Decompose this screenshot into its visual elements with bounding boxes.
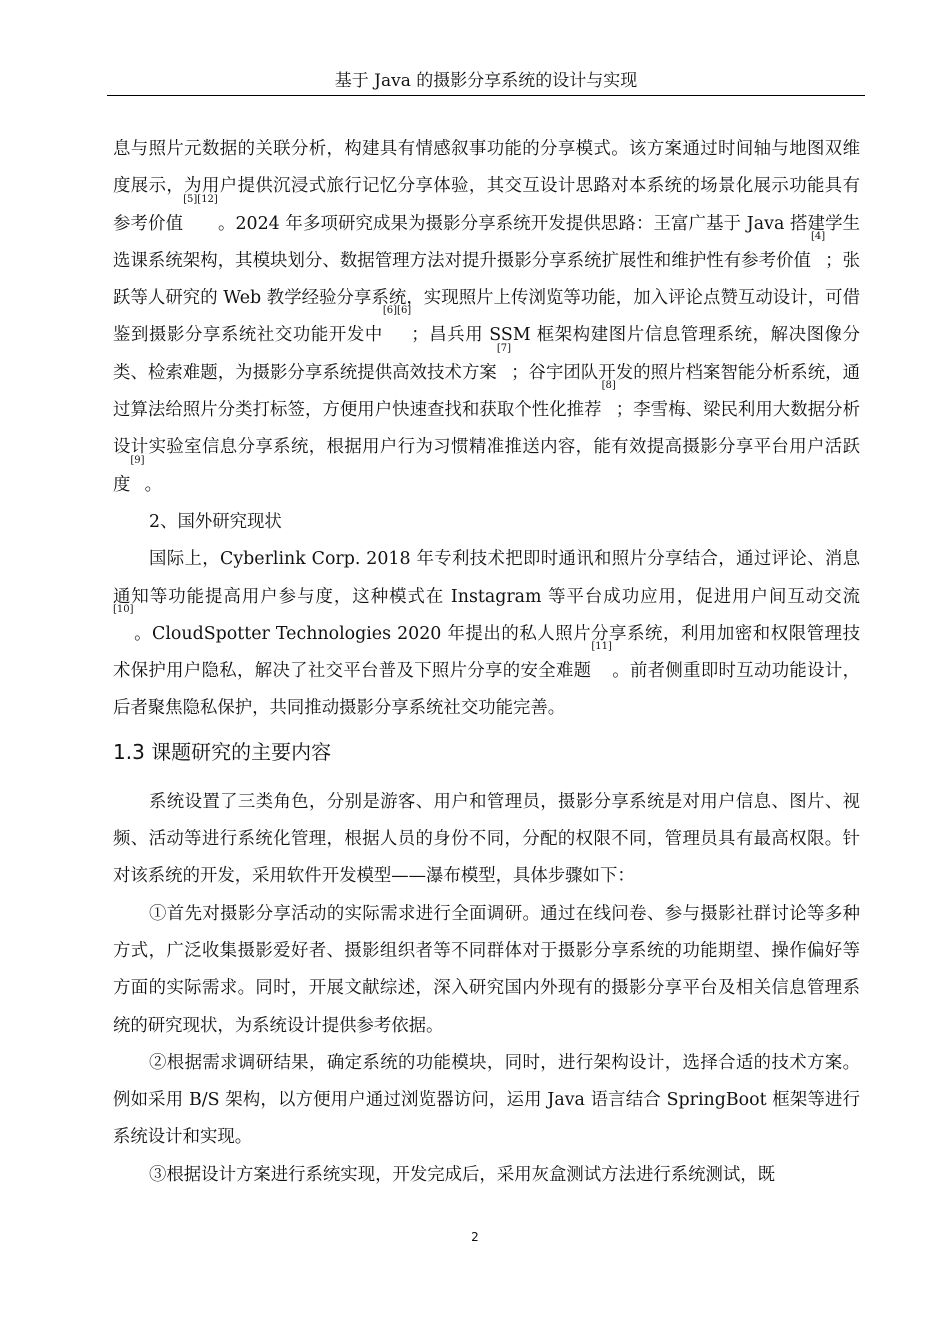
citation: [9] (130, 454, 145, 466)
running-header: 基于 Java 的摄影分享系统的设计与实现 (334, 71, 638, 91)
citation: [6][6] (382, 305, 412, 317)
subheading-foreign-research: 2、国外研究现状 (149, 511, 282, 532)
section-heading: 1.3 课题研究的主要内容 (113, 739, 332, 764)
paragraph-step-2: ②根据需求调研结果，确定系统的功能模块，同时，进行架构设计，选择合适的技术方案。例如采用 B/S 架构，以方便用户通过浏览器访问，运用 Java 语言结合 SpringBoot 框架等进行系统设计和实现。 (113, 1052, 860, 1148)
citation: [10] (113, 603, 134, 615)
paragraph-roles: 系统设置了三类角色，分别是游客、用户和管理员，摄影分享系统是对用户信息、图片、视频、活动等进行系统化管理，根据人员的身份不同，分配的权限不同，管理员具有最高权限。针对该系统的开发，采用软件开发模型——瀑布模型，具体步骤如下： (113, 791, 860, 887)
citation: [5][12] (183, 193, 218, 205)
paragraph-domestic-research-continued: 息与照片元数据的关联分析，构建具有情感叙事功能的分享模式。该方案通过时间轴与地图双维度展示，为用户提供沉浸式旅行记忆分享体验，其交互设计思路对本系统的场景化展示功能具有参考价值[5][12]。2024 年多项研究成果为摄影分享系统开发提供思路：王富广基于 Java 搭建学生选课系统架构，其模块划分、数据管理方法对提升摄影分享系统扩展性和维护性有参考价值[4]；张跃等人研究的 Web 教学经验分享系统，实现照片上传浏览等功能，加入评论点赞互动设计，可借鉴到摄影分享系统社交功能开发中[6][6]；昌兵用 SSM 框架构建图片信息管理系统，解决图像分类、检索难题，为摄影分享系统提供高效技术方案[7]；谷宇团队开发的照片档案智能分析系统，通过算法给照片分类打标签，方便用户快速查找和获取个性化推荐[8]；李雪梅、梁民利用大数据分析设计实验室信息分享系统，根据用户行为习惯精准推送内容，能有效提高摄影分享平台用户活跃度[9]。 (113, 139, 860, 495)
paragraph-step-1: ①首先对摄影分享活动的实际需求进行全面调研。通过在线问卷、参与摄影社群讨论等多种方式，广泛收集摄影爱好者、摄影组织者等不同群体对于摄影分享系统的功能期望、操作偏好等方面的实际需求。同时，开展文献综述，深入研究国内外现有的摄影分享平台及相关信息管理系统的研究现状，为系统设计提供参考依据。 (113, 903, 860, 1036)
page-number: 2 (471, 1230, 479, 1244)
citation: [11] (591, 641, 612, 653)
header-rule (107, 95, 865, 96)
paragraph-foreign-research: 国际上，Cyberlink Corp. 2018 年专利技术把即时通讯和照片分享结合，通过评论、消息通知等功能提高用户参与度，这种模式在 Instagram 等平台成功应用，促进用户间互动交流[10]。CloudSpotter Technologies 2020 年提出的私人照片分享系统，利用加密和权限管理技术保护用户隐私，解决了社交平台普及下照片分享的安全难题[11]。前者侧重即时互动功能设计，后者聚焦隐私保护，共同推动摄影分享系统社交功能完善。 (113, 549, 860, 719)
citation: [4] (810, 230, 826, 242)
paragraph-step-3: ③根据设计方案进行系统实现，开发完成后，采用灰盒测试方法进行系统测试，既 (149, 1164, 776, 1185)
page-body (113, 131, 860, 1194)
citation: [7] (496, 342, 512, 354)
citation: [8] (601, 380, 616, 392)
